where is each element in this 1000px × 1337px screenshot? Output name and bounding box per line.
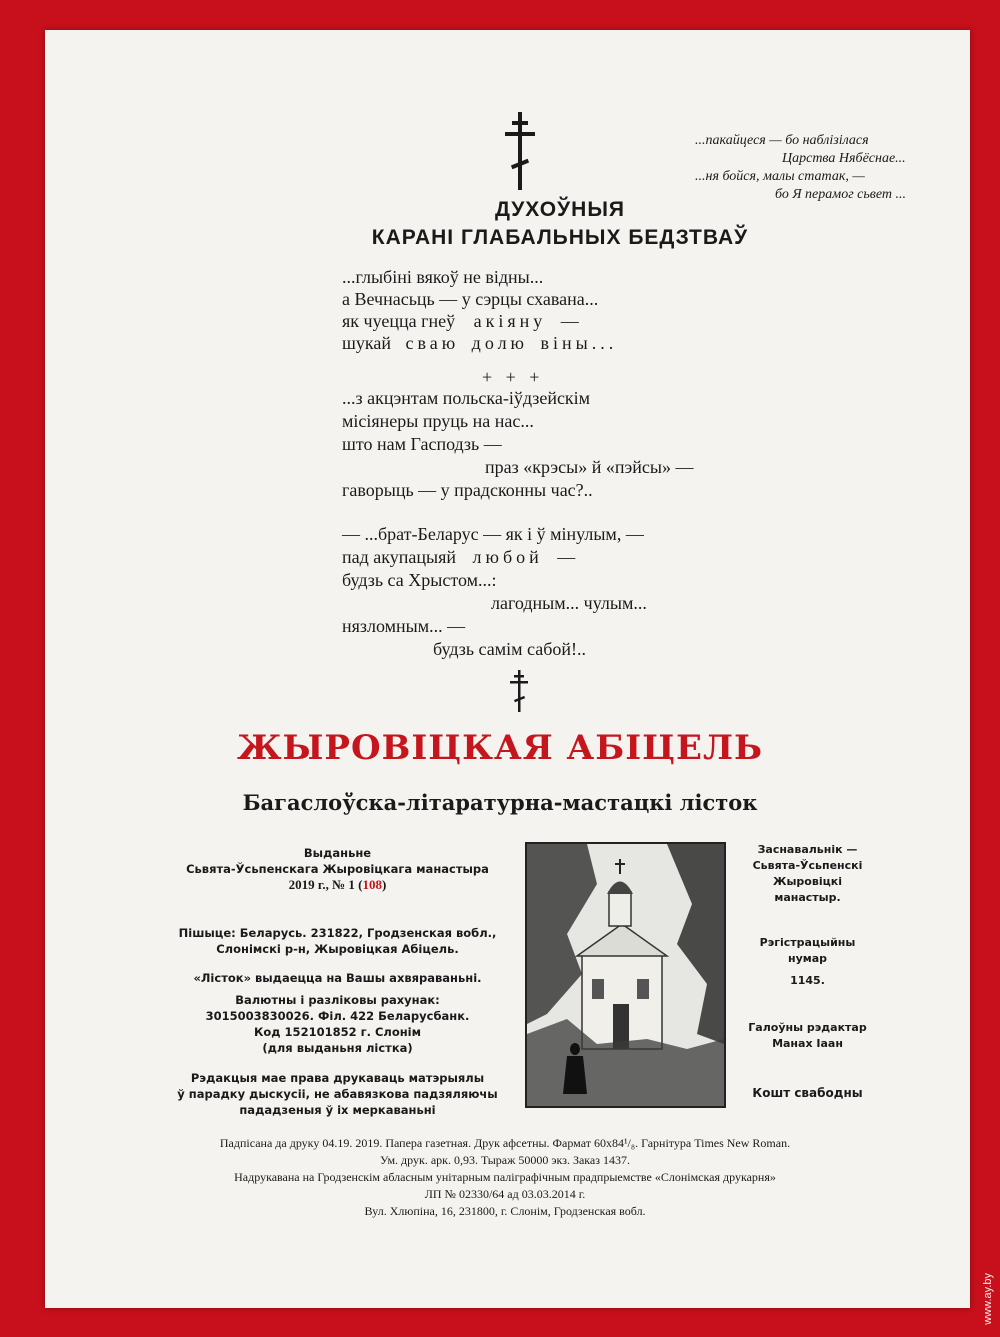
price-info <box>740 1085 875 1101</box>
article-title <box>335 198 785 222</box>
poem-line: праз «крэсы» й «пэйсы» — <box>485 457 694 477</box>
article-title <box>335 226 785 250</box>
info-line: (для выданьня лістка) <box>262 1041 413 1055</box>
info-line: Рэдакцыя мае права друкаваць матэрыялы <box>190 1071 485 1085</box>
side-line: 1145. <box>790 974 825 987</box>
poem-line <box>342 546 575 568</box>
side-line: Манах Іаан <box>772 1037 843 1050</box>
poem-line: ...глыбіні вякоў не відны... <box>342 267 544 287</box>
church-drawing-icon <box>527 844 724 1106</box>
masthead-subtitle: Багаслоўска-літаратурна-мастацкі лісток <box>242 790 758 815</box>
poem-divider: + + + <box>482 367 540 387</box>
poem-line: лагодным... чулым... <box>491 593 647 613</box>
founder-info <box>740 842 875 906</box>
side-line: Галоўны рэдактар <box>748 1021 867 1034</box>
info-line: Выданьне <box>303 846 372 860</box>
editor-info <box>740 1020 875 1052</box>
side-line: Заснавальнік — <box>757 843 858 856</box>
poem-line: што нам Гасподзь — <box>342 434 502 454</box>
poem-word: — <box>560 311 579 331</box>
side-line: манастыр. <box>774 891 841 904</box>
orthodox-cross-icon <box>509 670 529 712</box>
info-line: 2019 г., № 1 (108) <box>288 877 387 892</box>
info-line: Сьвята-Ўсьпенскага Жыровіцкага манастыра <box>186 862 489 876</box>
poem-word: любой <box>472 547 543 567</box>
imprint-line: Надрукавана на Гродзенскім абласным унітарным паліграфічным прадпрыемстве «Слонімская друкарня» <box>234 1170 776 1184</box>
info-line: Код 152101852 г. Слонім <box>253 1025 422 1039</box>
side-line: Рэгістрацыйны нумар <box>759 936 856 965</box>
poem-word: — <box>557 547 576 567</box>
orthodox-cross-icon <box>503 112 537 190</box>
poem-line: будзь са Хрыстом...: <box>342 570 497 590</box>
editorial-note <box>160 1070 515 1118</box>
print-imprint <box>145 1135 865 1220</box>
info-line: Слонімскі р-н, Жыровіцкая Абіцель. <box>216 942 459 956</box>
poem-word: сваю <box>405 333 460 353</box>
masthead-title: ЖЫРОВІЦКАЯ АБІЦЕЛЬ <box>236 728 764 768</box>
side-line: Кошт свабодны <box>752 1086 863 1100</box>
article-title-line: ДУХОЎНЫЯ <box>495 198 625 221</box>
epigraph-line: ...пакайцеся — бо наблізілася <box>695 133 869 148</box>
poem-line: ...з акцэнтам польска-іўдзейскім <box>342 388 591 408</box>
poem-line: — ...брат-Беларус — як і ў мінулым, — <box>342 524 644 544</box>
imprint-line: ЛП № 02330/64 ад 03.03.2014 г. <box>424 1187 586 1201</box>
poem-line: місіянеры пруць на нас... <box>342 411 534 431</box>
info-line: «Лісток» выдаецца на Вашы ахвяраваньні. <box>193 971 482 985</box>
poem-line: будзь самім сабой!.. <box>433 639 586 659</box>
bank-details <box>160 992 515 1056</box>
poem-word: віны... <box>540 333 618 353</box>
issue-number: 108 <box>362 877 382 892</box>
poem-word: шукай <box>342 333 391 353</box>
publisher-info <box>160 845 515 893</box>
poem-line <box>342 332 617 354</box>
poem-word: долю <box>471 333 529 353</box>
poem-word: пад акупацыяй <box>342 547 457 567</box>
info-line: Валютны і разліковы рахунак: <box>235 993 440 1007</box>
donation-note <box>160 970 515 986</box>
epigraph-line: Царства Нябёснае... <box>782 151 906 166</box>
epigraph-line: ...ня бойся, малы статак, — <box>695 169 865 184</box>
monastery-illustration <box>525 842 726 1108</box>
info-line: Пішыце: Беларусь. 231822, Гродзенская вобл., <box>178 926 497 940</box>
info-line: пададзеныя ў іх меркаваньні <box>239 1103 436 1117</box>
poem-line <box>342 310 579 332</box>
imprint-line: Падпісана да друку 04.19. 2019. Папера газетная. Друк афсетны. Фармат 60х84¹/₈. Гарнітура Times New Roman. <box>219 1136 791 1150</box>
poem-line: гаворыць — у прадсконны час?.. <box>342 480 593 500</box>
info-line: ў парадку дыскусіі, не абавязкова падзяляючы <box>177 1087 498 1101</box>
newsletter-page <box>45 30 970 1308</box>
epigraph <box>685 132 930 204</box>
article-title-line: КАРАНІ ГЛАБАЛЬНЫХ БЕДЗТВАЎ <box>371 226 749 249</box>
poem-word: акіяну <box>473 311 547 331</box>
imprint-line: Вул. Хлюпіна, 16, 231800, г. Слонім, Гродзенская вобл. <box>364 1204 646 1218</box>
poem-line: а Вечнасьць — у сэрцы схавана... <box>342 289 599 309</box>
side-line: Жыровіцкі <box>773 875 842 888</box>
side-line: Сьвята-Ўсьпенскі <box>752 859 863 872</box>
imprint-line: Ум. друк. арк. 0,93. Тыраж 50000 экз. Заказ 1437. <box>380 1153 630 1167</box>
registration-info <box>740 935 875 989</box>
info-line: 3015003830026. Філ. 422 Беларусбанк. <box>205 1009 470 1023</box>
poem-word: як чуецца гнеў <box>342 311 456 331</box>
epigraph-line: бо Я перамог сьвет ... <box>775 187 906 202</box>
publisher-address <box>160 925 515 957</box>
site-watermark: www.ay.by <box>982 1273 994 1325</box>
poem-line: нязломным... — <box>342 616 466 636</box>
